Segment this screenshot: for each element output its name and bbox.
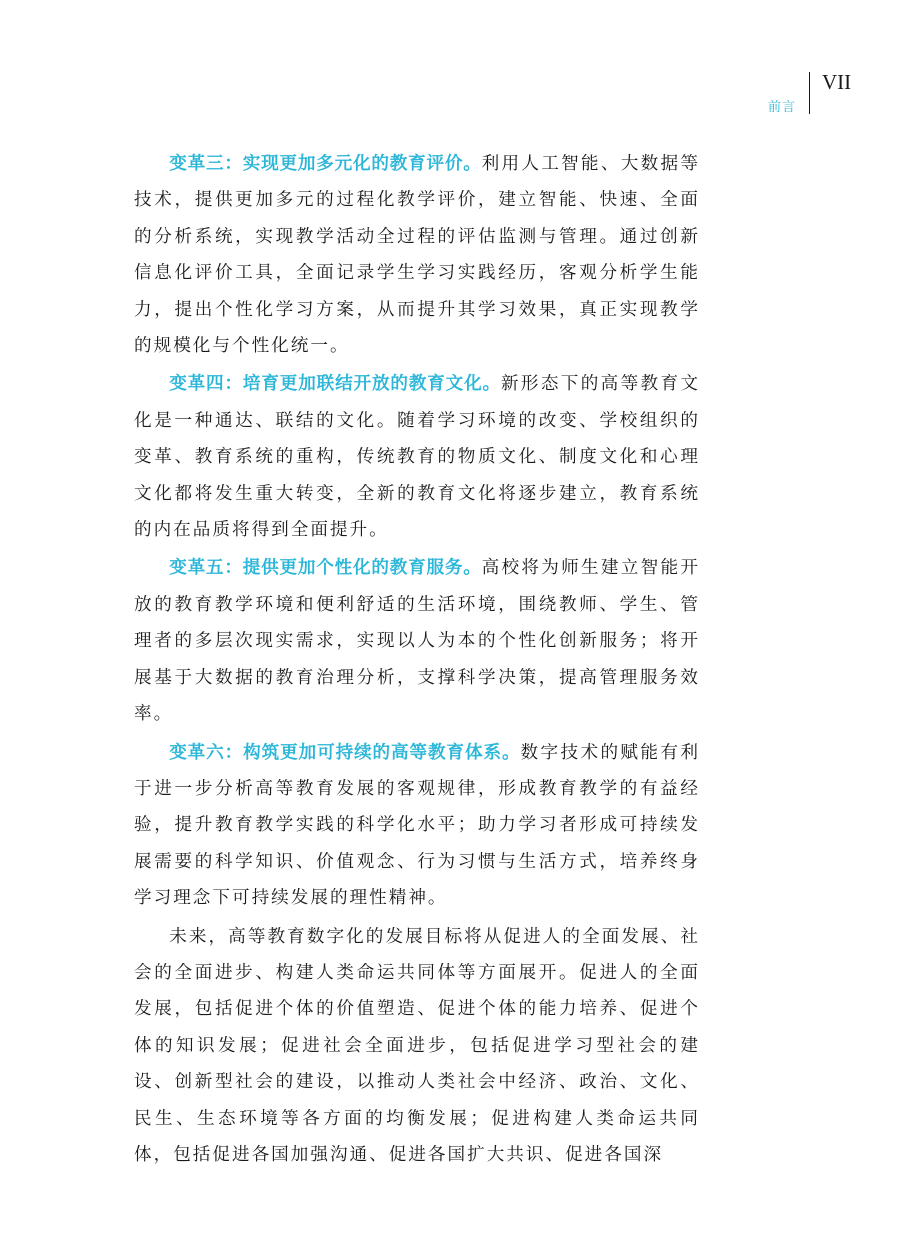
running-head: 前言 <box>768 100 797 115</box>
page-number: VII <box>822 70 852 94</box>
paragraph-reform-4 <box>134 366 700 548</box>
paragraph-heading: 变革三：实现更加多元化的教育评价。 <box>169 154 482 174</box>
paragraph-reform-5 <box>134 550 700 732</box>
paragraph-text: 新形态下的高等教育文化是一种通达、联结的文化。随着学习环境的改变、学校组织的变革、教育系统的重构，传统教育的物质文化、制度文化和心理文化都将发生重大转变，全新的教育文化将逐步建立，教育系统的内在品质将得到全面提升。 <box>134 374 700 541</box>
paragraph-text: 高校将为师生建立智能开放的教育教学环境和便利舒适的生活环境，围绕教师、学生、管理者的多层次现实需求，实现以人为本的个性化创新服务；将开展基于大数据的教育治理分析，支撑科学决策，提高管理服务效率。 <box>134 558 700 725</box>
paragraph-heading: 变革六：构筑更加可持续的高等教育体系。 <box>169 742 521 763</box>
paragraph-heading: 变革四：培育更加联结开放的教育文化。 <box>169 374 501 395</box>
paragraph-reform-3 <box>134 146 700 364</box>
body-text <box>134 146 700 1175</box>
paragraph-reform-6 <box>134 735 700 917</box>
paragraph-heading: 变革五：提供更加个性化的教育服务。 <box>169 558 482 579</box>
header-divider <box>809 72 810 114</box>
paragraph-text: 未来，高等教育数字化的发展目标将从促进人的全面发展、社会的全面进步、构建人类命运共同体等方面展开。促进人的全面发展，包括促进个体的价值塑造、促进个体的能力培养、促进个体的知识发展；促进社会全面进步，包括促进学习型社会的建设、创新型社会的建设，以推动人类社会中经济、政治、文化、民生、生态环境等各方面的均衡发展；促进构建人类命运共同体，包括促进各国加强沟通、促进各国扩大共识、促进各国深 <box>134 926 700 1165</box>
paragraph-future-goals <box>134 919 700 1174</box>
paragraph-text: 利用人工智能、大数据等技术，提供更加多元的过程化教学评价，建立智能、快速、全面的分析系统，实现教学活动全过程的评估监测与管理。通过创新信息化评价工具，全面记录学生学习实践经历，客观分析学生能力，提出个性化学习方案，从而提升其学习效果，真正实现教学的规模化与个性化统一。 <box>134 154 700 357</box>
paragraph-text: 数字技术的赋能有利于进一步分析高等教育发展的客观规律，形成教育教学的有益经验，提升教育教学实践的科学化水平；助力学习者形成可持续发展需要的科学知识、价值观念、行为习惯与生活方式，培养终身学习理念下可持续发展的理性精神。 <box>134 742 700 909</box>
